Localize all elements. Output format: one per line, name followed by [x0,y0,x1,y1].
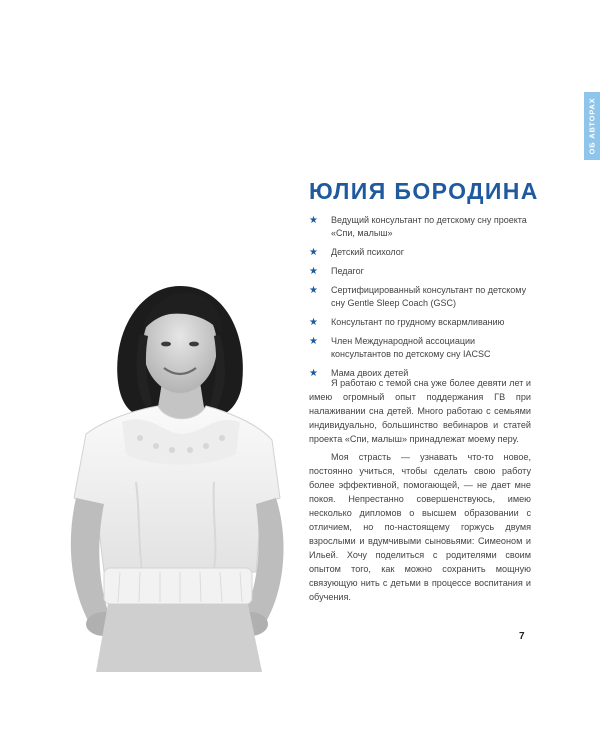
star-icon: ★ [309,215,318,226]
section-tab[interactable] [584,92,600,160]
list-item [309,214,531,240]
credential-text: Детский психолог [331,247,405,257]
credential-text: Консультант по грудному вскармливанию [331,317,505,327]
page-number: 7 [519,631,525,642]
credential-text: Член Международной ассоциации консультантов по детскому сну IACSC [331,336,491,359]
author-name: ЮЛИЯ БОРОДИНА [309,178,539,204]
credentials-list [309,214,531,386]
star-icon: ★ [309,285,318,296]
credential-text: Мама двоих детей [331,368,409,378]
bio-text [309,376,531,608]
list-item [309,284,531,310]
bio-paragraph: Я работаю с темой сна уже более девяти лет и имею огромный опыт поддержания ГВ при налаживании сна детей. Много работаю с семьями индивидуально, большинство вебинаров и статей проекта «Спи, малыш» принадлежат моему перу. [309,378,531,444]
star-icon: ★ [309,368,318,379]
list-item [309,335,531,361]
credential-text: Ведущий консультант по детскому сну проекта «Спи, малыш» [331,215,527,238]
section-tab-label: ОБ АВТОРАХ [587,97,597,155]
star-icon: ★ [309,247,318,258]
list-item [309,316,531,329]
star-icon: ★ [309,336,318,347]
star-icon: ★ [309,266,318,277]
credential-text: Педагог [331,266,364,276]
author-photo [0,272,300,672]
list-item [309,265,531,278]
bio-paragraph: Моя страсть — узнавать что-то новое, постоянно учиться, чтобы сделать свою работу более эффективной, помогающей, — не дает мне покоя. Непрестанно совершенствуюсь, имею несколько дипломов о высшем образовании с отличием, но по-настоящему горжусь двумя взрослыми и вдумчивыми сыновьями: Симеоном и Ильей. Хочу поделиться с родителями своим опытом того, как можно сохранить мощную связующую нить с детьми в процессе воспитания и обучения. [309,452,531,602]
list-item [309,246,531,259]
credential-text: Сертифицированный консультант по детскому сну Gentle Sleep Coach (GSC) [331,285,527,308]
star-icon: ★ [309,317,318,328]
